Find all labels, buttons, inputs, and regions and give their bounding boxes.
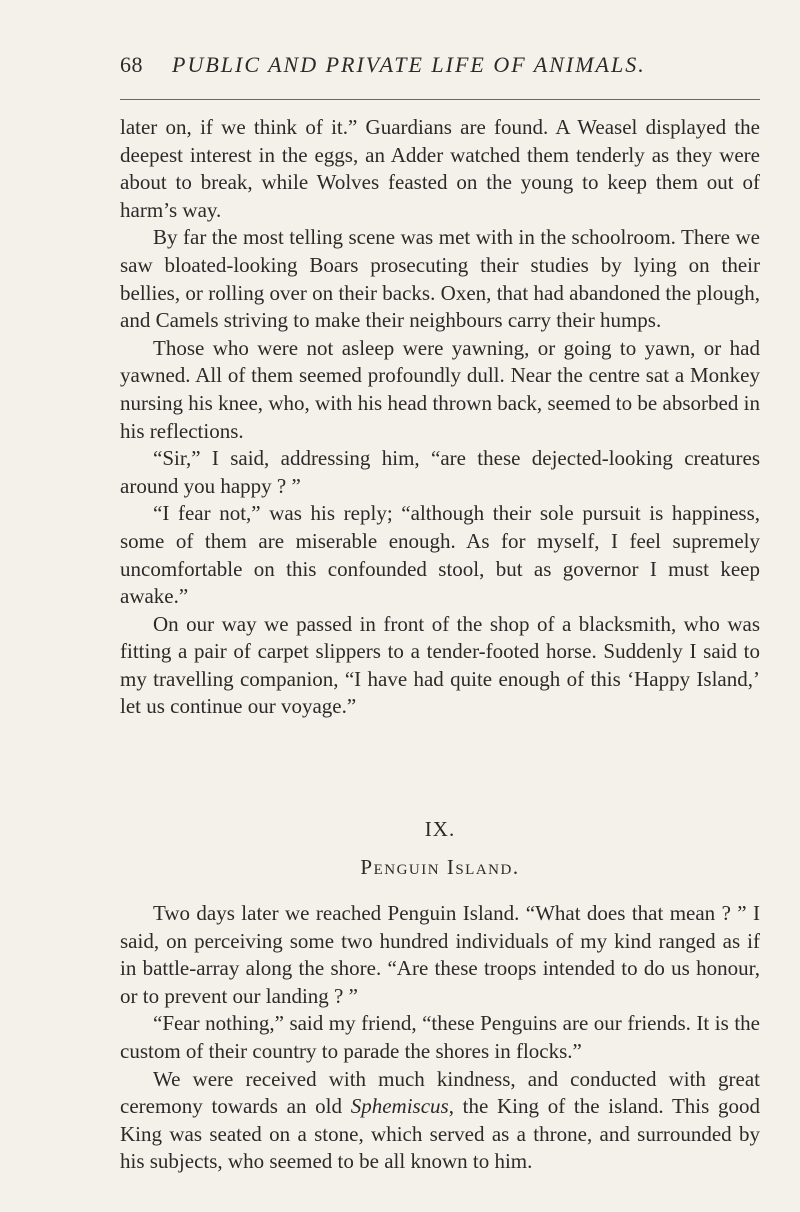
chapter-title: Penguin Island. [360, 855, 520, 879]
body-text [120, 114, 760, 721]
paragraph: By far the most telling scene was met with in the schoolroom. There we saw bloated-looking Boars prosecuting their studies by lying on their bellies, or rolling over on their backs. Oxen, that had abandoned the plough, and Camels striving to make their neighbours carry their humps. [120, 225, 760, 333]
page-number: 68 [120, 52, 143, 77]
paragraph: Those who were not asleep were yawning, or going to yawn, or had yawned. All of them seemed profoundly dull. Near the centre sat a Monkey nursing his knee, who, with his head thrown back, seemed to be absorbed in his reflections. [120, 335, 760, 443]
paragraph: “I fear not,” was his reply; “although their sole pursuit is happiness, some of them are miserable enough. As for myself, I feel supremely uncomfortable on this confounded stool, but as governor I must keep awake.” [120, 501, 760, 609]
text-segment: We were received with much kindness, and conducted with great ceremony towards an old [120, 1066, 760, 1119]
paragraph: On our way we passed in front of the shop of a blacksmith, who was fitting a pair of carpet slippers to a tender-footed horse. Suddenly I said to my travelling companion, “I have had quite enough of this ‘Happy Island,’ let us continue our voyage.” [120, 611, 760, 719]
paragraph: Two days later we reached Penguin Island. “What does that mean ? ” I said, on perceiving some two hundred individuals of my kind ranged as if in battle-array along the shore. “Are these troops intended to do us honour, or to prevent our landing ? ” [120, 901, 760, 1008]
chapter-number: IX. [424, 817, 456, 841]
king-name: Sphemiscus [350, 1094, 449, 1119]
paragraph [120, 1066, 760, 1176]
text-segment: , the King of the island. This good King was seated on a stone, which served as a throne, and surrounded by his subjects, who seemed to be all known to him. [120, 1094, 761, 1174]
paragraph: “Fear nothing,” said my friend, “these Penguins are our friends. It is the custom of their country to parade the shores in flocks.” [120, 1011, 760, 1063]
running-head: PUBLIC AND PRIVATE LIFE OF ANIMALS. [172, 52, 646, 77]
chapter-body-text [120, 900, 760, 1176]
header-rule [120, 99, 760, 100]
paragraph: later on, if we think of it.” Guardians are found. A Weasel displayed the deepest interest in the eggs, an Adder watched them tenderly as they were about to break, while Wolves feasted on the young to keep them out of harm’s way. [120, 115, 760, 222]
page-header [120, 52, 760, 92]
paragraph: “Sir,” I said, addressing him, “are these dejected-looking creatures around you happy ? ” [120, 446, 760, 498]
